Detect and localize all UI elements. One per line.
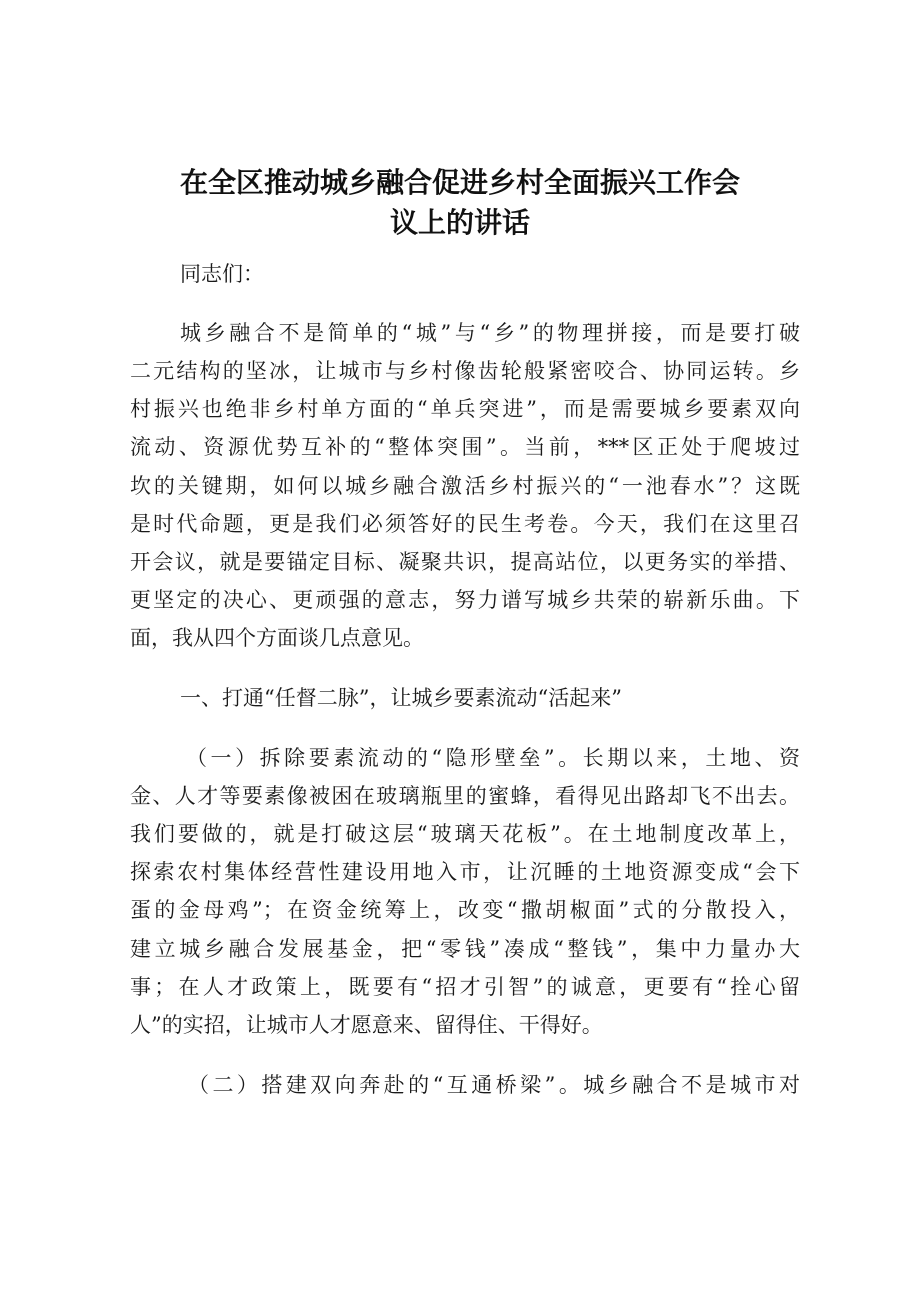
intro-line-9: 面，我从四个方面谈几点意见。 <box>130 626 424 650</box>
intro-line-1: 城乡融合不是简单的“城”与“乡”的物理拼接，而是要打破 <box>180 321 800 345</box>
para-1-1-line-6: 建立城乡融合发展基金，把“零钱”凑成“整钱”，集中力量办大 <box>130 937 800 961</box>
intro-line-7: 开会议，就是要锚定目标、凝聚共识，提高站位，以更务实的举措、 <box>130 550 800 574</box>
para-1-1-line-2: 金、人才等要素像被困在玻璃瓶里的蜜蜂，看得见出路却飞不出去。 <box>130 784 800 808</box>
para-1-1-line-1: （一）拆除要素流动的“隐形壁垒”。长期以来，土地、资 <box>186 746 800 770</box>
intro-line-8: 更坚定的决心、更顽强的意志，努力谱写城乡共荣的崭新乐曲。下 <box>130 588 800 612</box>
intro-line-2: 二元结构的坚冰，让城市与乡村像齿轮般紧密咬合、协同运转。乡 <box>130 359 800 383</box>
para-1-1-line-7: 事；在人才政策上，既要有“招才引智”的诚意，更要有“拴心留 <box>130 975 800 999</box>
para-1-1-line-5: 蛋的金母鸡”；在资金统筹上，改变“撒胡椒面”式的分散投入， <box>130 898 800 922</box>
greeting: 同志们： <box>180 262 264 286</box>
intro-line-4: 流动、资源优势互补的“整体突围”。当前，***区正处于爬坡过 <box>130 435 800 459</box>
intro-line-3: 村振兴也绝非乡村单方面的“单兵突进”，而是需要城乡要素双向 <box>130 397 800 421</box>
title-line-1: 在全区推动城乡融合促进乡村全面振兴工作会 <box>179 166 740 199</box>
intro-line-6: 是时代命题，更是我们必须答好的民生考卷。今天，我们在这里召 <box>130 512 800 536</box>
para-1-1-line-4: 探索农村集体经营性建设用地入市，让沉睡的土地资源变成“会下 <box>130 860 800 884</box>
intro-line-5: 坎的关键期，如何以城乡融合激活乡村振兴的“一池春水”？这既 <box>130 474 800 498</box>
para-1-2-line-1: （二）搭建双向奔赴的“互通桥梁”。城乡融合不是城市对 <box>188 1073 800 1097</box>
document-title <box>120 163 800 243</box>
para-1-1-line-8: 人”的实招，让城市人才愿意来、留得住、干得好。 <box>130 1013 603 1037</box>
title-line-2: 议上的讲话 <box>389 206 530 239</box>
section-heading-1: 一、打通“任督二脉”，让城乡要素流动“活起来” <box>180 686 622 710</box>
para-1-1-line-3: 我们要做的，就是打破这层“玻璃天花板”。在土地制度改革上， <box>130 822 800 846</box>
